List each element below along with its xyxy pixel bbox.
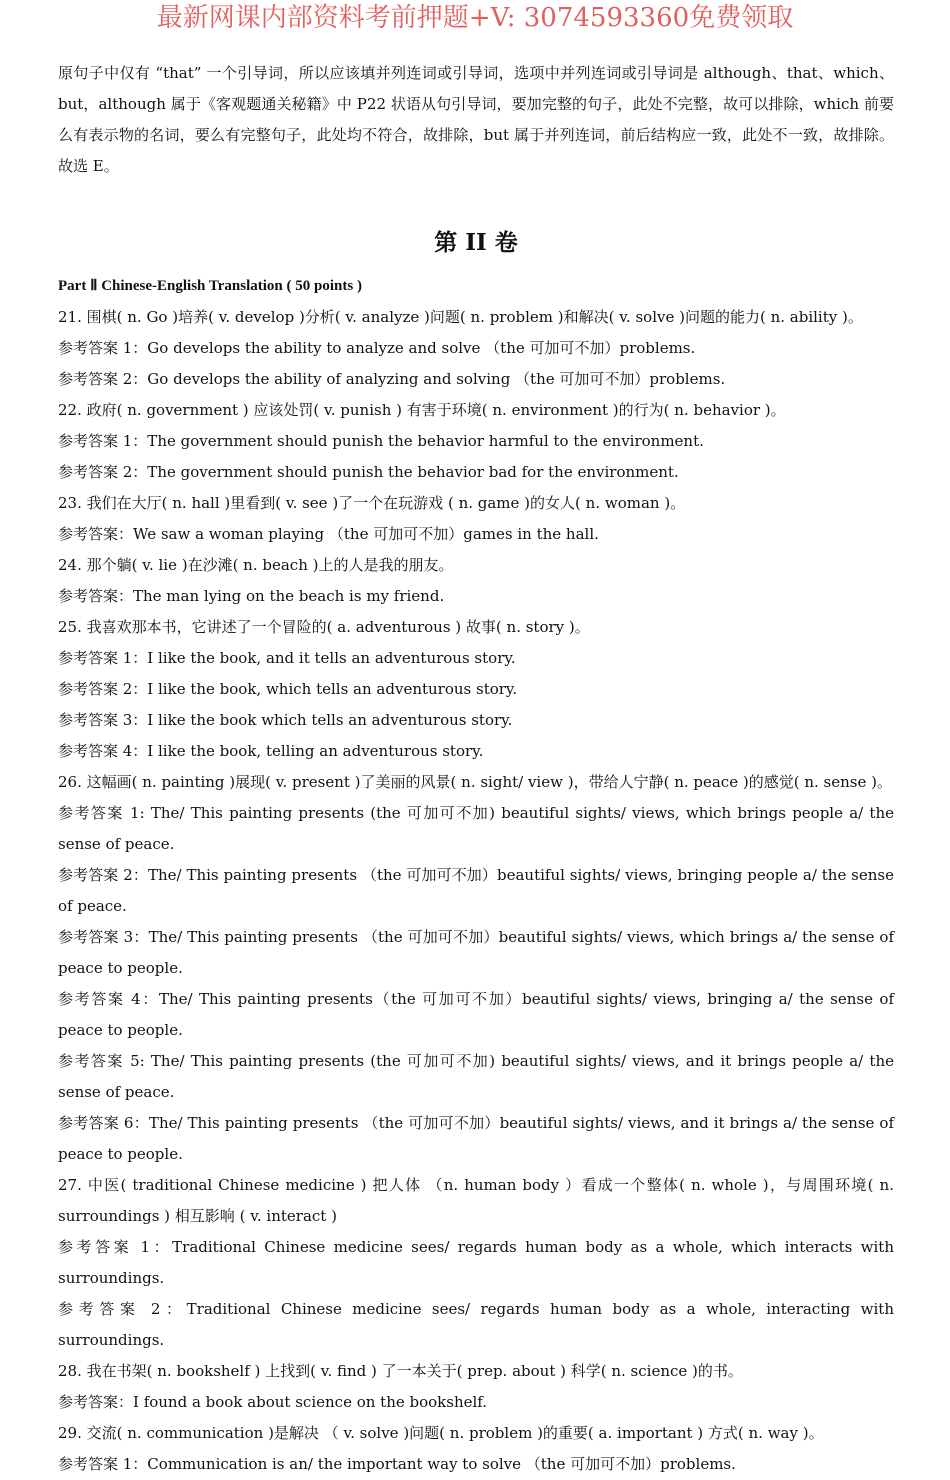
answer-line: 参考答案：The man lying on the beach is my friend. [58,587,445,605]
answer-line: 参考答案 4：I like the book, telling an adventurous story. [58,742,484,760]
question-27: 27. 中医( traditional Chinese medicine ) 把人体 （n. human body ）看成一个整体( n. whole )，与周围环境( n. surroundings ) 相互影响 ( v. interact ) [58,1176,894,1225]
part-heading: Part Ⅱ Chinese-English Translation ( 50 points ) [58,278,362,294]
question-23: 23. 我们在大厅( n. hall )里看到( v. see )了一个在玩游戏 ( n. game )的女人( n. woman )。 [58,494,686,512]
promo-banner: 最新网课内部资料考前押题+V: 3074593360免费领取 [156,3,794,33]
answer-line: 参考答案 3：I like the book which tells an adventurous story. [58,711,513,729]
answer-line: 参考答案 2：Go develops the ability of analyzing and solving （the 可加可不加）problems. [58,370,726,388]
answer-line: 参考答案 5: The/ This painting presents (the 可加可不加) beautiful sights/ views, and it brings people a/ the sense of peace. [58,1052,894,1101]
section-title: 第 II 卷 [434,229,518,256]
answer-line: 参考答案 1：Go develops the ability to analyze and solve （the 可加可不加）problems. [58,339,696,357]
answer-line: 参考答案 1: The/ This painting presents (the 可加可不加) beautiful sights/ views, which brings people a/ the sense of peace. [58,804,894,853]
question-25: 25. 我喜欢那本书，它讲述了一个冒险的( a. adventurous ) 故事( n. story )。 [58,618,590,636]
answer-line: 参考答案 3：The/ This painting presents （the 可加可不加）beautiful sights/ views, which brings a/ the sense of peace to people. [58,928,894,977]
answer-line: 参考答案 1：The government should punish the behavior harmful to the environment. [58,432,704,450]
answer-line: 参考答案 1：Traditional Chinese medicine sees/ regards human body as a whole, which interacts with surroundings. [58,1238,894,1287]
answer-line: 参考答案 2：The government should punish the behavior bad for the environment. [58,463,679,481]
question-24: 24. 那个躺( v. lie )在沙滩( n. beach )上的人是我的朋友。 [58,556,454,574]
answer-line: 参考答案 2：The/ This painting presents （the 可加可不加）beautiful sights/ views, bringing people a/ the sense of peace. [58,866,894,915]
question-29: 29. 交流( n. communication )是解决 （ v. solve )问题( n. problem )的重要( a. important ) 方式( n. way )。 [58,1424,824,1442]
question-28: 28. 我在书架( n. bookshelf ) 上找到( v. find ) 了一本关于( prep. about ) 科学( n. science )的书。 [58,1362,743,1380]
answer-line: 参考答案 2：I like the book, which tells an adventurous story. [58,680,518,698]
answer-line: 参考答案 4：The/ This painting presents（the 可加可不加）beautiful sights/ views, bringing a/ the sense of peace to people. [58,990,894,1039]
question-22: 22. 政府( n. government ) 应该处罚( v. punish ) 有害于环境( n. environment )的行为( n. behavior )。 [58,401,786,419]
document-content [58,58,894,1480]
intro-paragraph: 原句子中仅有 “that” 一个引导词，所以应该填并列连词或引导词，选项中并列连词或引导词是 although、that、which、but，although 属于《客观题通关秘籍》中 P22 状语从句引导词，要加完整的句子，此处不完整，故可以排除，which 前要么有表示物的名词，要么有完整句子，此处均不符合，故排除，but 属于并列连词，前后结构应一致，此处不一致，故排除。故选 E。 [58,64,894,175]
answer-line: 参考答案：We saw a woman playing （the 可加可不加）games in the hall. [58,525,599,543]
answer-line: 参考答案 1：Communication is an/ the important way to solve （the 可加可不加）problems. [58,1455,736,1473]
answer-line: 参考答案 2：Traditional Chinese medicine sees/ regards human body as a whole, interacting with surroundings. [58,1300,894,1349]
answer-line: 参考答案：I found a book about science on the bookshelf. [58,1393,488,1411]
answer-line: 参考答案 1：I like the book, and it tells an adventurous story. [58,649,516,667]
translation-list [58,302,894,1480]
question-26: 26. 这幅画( n. painting )展现( v. present )了美丽的风景( n. sight/ view )，带给人宁静( n. peace )的感觉( n. sense )。 [58,773,892,791]
answer-line: 参考答案 6：The/ This painting presents （the 可加可不加）beautiful sights/ views, and it brings a/ the sense of peace to people. [58,1114,894,1163]
question-21: 21. 围棋( n. Go )培养( v. develop )分析( v. analyze )问题( n. problem )和解决( v. solve )问题的能力( n. ability )。 [58,308,863,326]
